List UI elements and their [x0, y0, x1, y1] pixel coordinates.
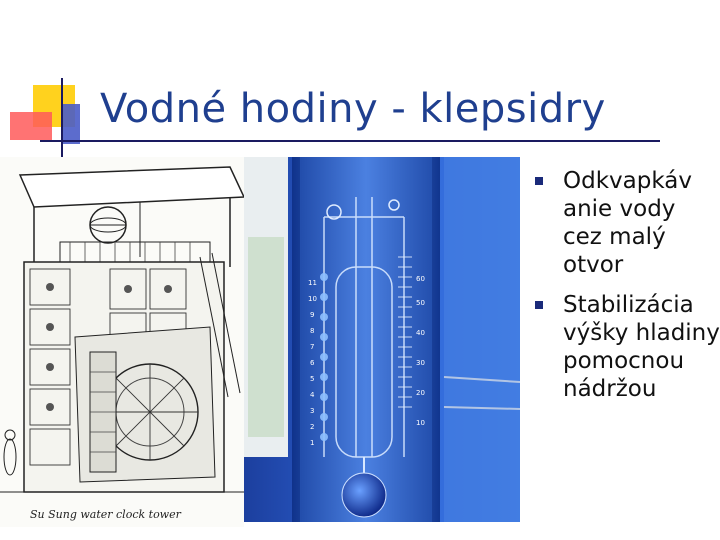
- tower-caption: Su Sung water clock tower: [30, 508, 181, 521]
- scale-left-3: 3: [310, 407, 315, 415]
- scale-left-4: 4: [310, 391, 315, 399]
- scale-right-50: 50: [416, 299, 425, 307]
- bullet-text: Odkvapkáv anie vody cez malý otvor: [563, 168, 692, 278]
- water-clock-photo: [244, 157, 520, 522]
- scale-left-10: 10: [308, 295, 317, 303]
- bullet-item: [530, 167, 720, 279]
- bullet-list: [530, 167, 720, 415]
- scale-left-9: 9: [310, 311, 315, 319]
- scale-left-11: 11: [308, 279, 317, 287]
- slide-title: Vodné hodiny - klepsidry: [100, 86, 606, 132]
- scale-right-10: 10: [416, 419, 425, 427]
- decor-blue-block: [62, 104, 80, 144]
- clock-tower-illustration: [0, 157, 244, 527]
- bullet-item: [530, 291, 720, 403]
- scale-left-6: 6: [310, 359, 315, 367]
- bullet-square-icon: [535, 177, 543, 185]
- scale-right-30: 30: [416, 359, 425, 367]
- scale-right-60: 60: [416, 275, 425, 283]
- scale-right-40: 40: [416, 329, 425, 337]
- bullet-text: Stabilizácia výšky hladiny pomocnou nádržou: [563, 292, 720, 402]
- scale-left-5: 5: [310, 375, 315, 383]
- scale-left-1: 1: [310, 439, 315, 447]
- decor-red-block: [10, 112, 52, 140]
- scale-left-8: 8: [310, 327, 315, 335]
- bullet-square-icon: [535, 301, 543, 309]
- scale-right-20: 20: [416, 389, 425, 397]
- decor-vertical-line: [61, 78, 63, 158]
- title-underline: [40, 140, 660, 142]
- scale-left-7: 7: [310, 343, 315, 351]
- scale-left-2: 2: [310, 423, 315, 431]
